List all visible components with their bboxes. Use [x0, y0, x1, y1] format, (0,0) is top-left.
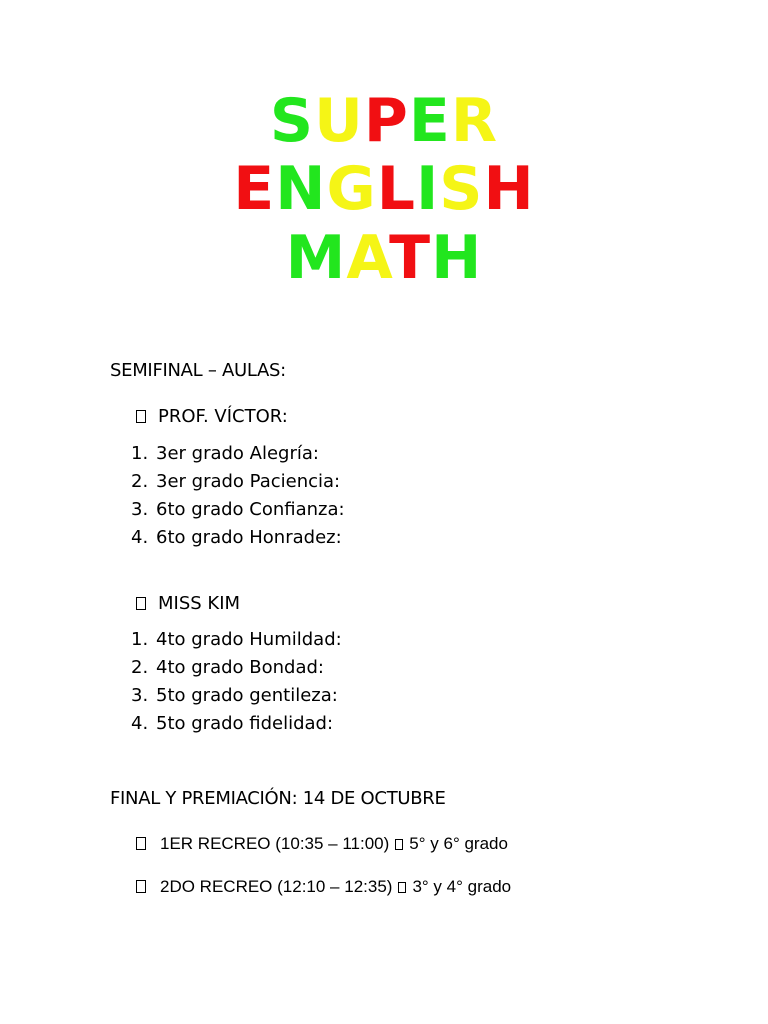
title-line-super	[0, 87, 768, 155]
title-letter: S	[269, 86, 315, 156]
teacher-label: PROF. VÍCTOR:	[158, 406, 288, 427]
semifinal-heading: SEMIFINAL – AULAS:	[110, 360, 286, 381]
title-letter: H	[431, 223, 483, 293]
list-item: 3. 6to grado Confianza:	[131, 499, 345, 520]
teacher-kim	[136, 593, 240, 614]
bullet-icon	[136, 837, 146, 850]
title-letter: U	[314, 86, 364, 156]
bullet-icon	[136, 410, 146, 423]
title-letter: L	[376, 154, 416, 224]
teacher-victor	[136, 406, 288, 427]
list-item: 1. 3er grado Alegría:	[131, 443, 319, 464]
list-item: 4. 6to grado Honradez:	[131, 527, 342, 548]
title-letter: A	[346, 223, 390, 293]
title-letter: G	[326, 154, 377, 224]
title-line-english	[0, 155, 768, 223]
schedule-grades: 3° y 4° grado	[412, 877, 512, 896]
title-line-math	[0, 224, 768, 292]
title-letter: P	[363, 86, 409, 156]
list-item: 3. 5to grado gentileza:	[131, 685, 338, 706]
kim-class-list	[131, 626, 342, 738]
title-letter: E	[233, 154, 276, 224]
title-letter: S	[439, 154, 484, 224]
arrow-icon	[398, 882, 406, 893]
bullet-icon	[136, 597, 146, 610]
title-letter: N	[275, 154, 327, 224]
list-item: 1. 4to grado Humildad:	[131, 629, 342, 650]
title-letter: H	[483, 154, 535, 224]
schedule-grades: 5° y 6° grado	[409, 834, 508, 853]
list-item: 2. 4to grado Bondad:	[131, 657, 324, 678]
schedule-row	[136, 834, 508, 854]
schedule-row	[136, 877, 511, 897]
title-letter: I	[415, 154, 440, 224]
arrow-icon	[395, 839, 403, 850]
title-letter: M	[285, 223, 347, 293]
schedule-slot: 2DO RECREO (12:10 – 12:35)	[160, 877, 393, 896]
title-letter: E	[408, 86, 451, 156]
final-heading: FINAL Y PREMIACIÓN: 14 DE OCTUBRE	[110, 788, 446, 809]
title-letter: R	[450, 86, 499, 156]
schedule-slot: 1ER RECREO (10:35 – 11:00)	[160, 834, 390, 853]
victor-class-list	[131, 440, 345, 552]
bullet-icon	[136, 880, 146, 893]
list-item: 4. 5to grado fidelidad:	[131, 713, 334, 734]
list-item: 2. 3er grado Paciencia:	[131, 471, 341, 492]
title-letter: T	[389, 223, 432, 293]
teacher-label: MISS KIM	[158, 593, 241, 614]
